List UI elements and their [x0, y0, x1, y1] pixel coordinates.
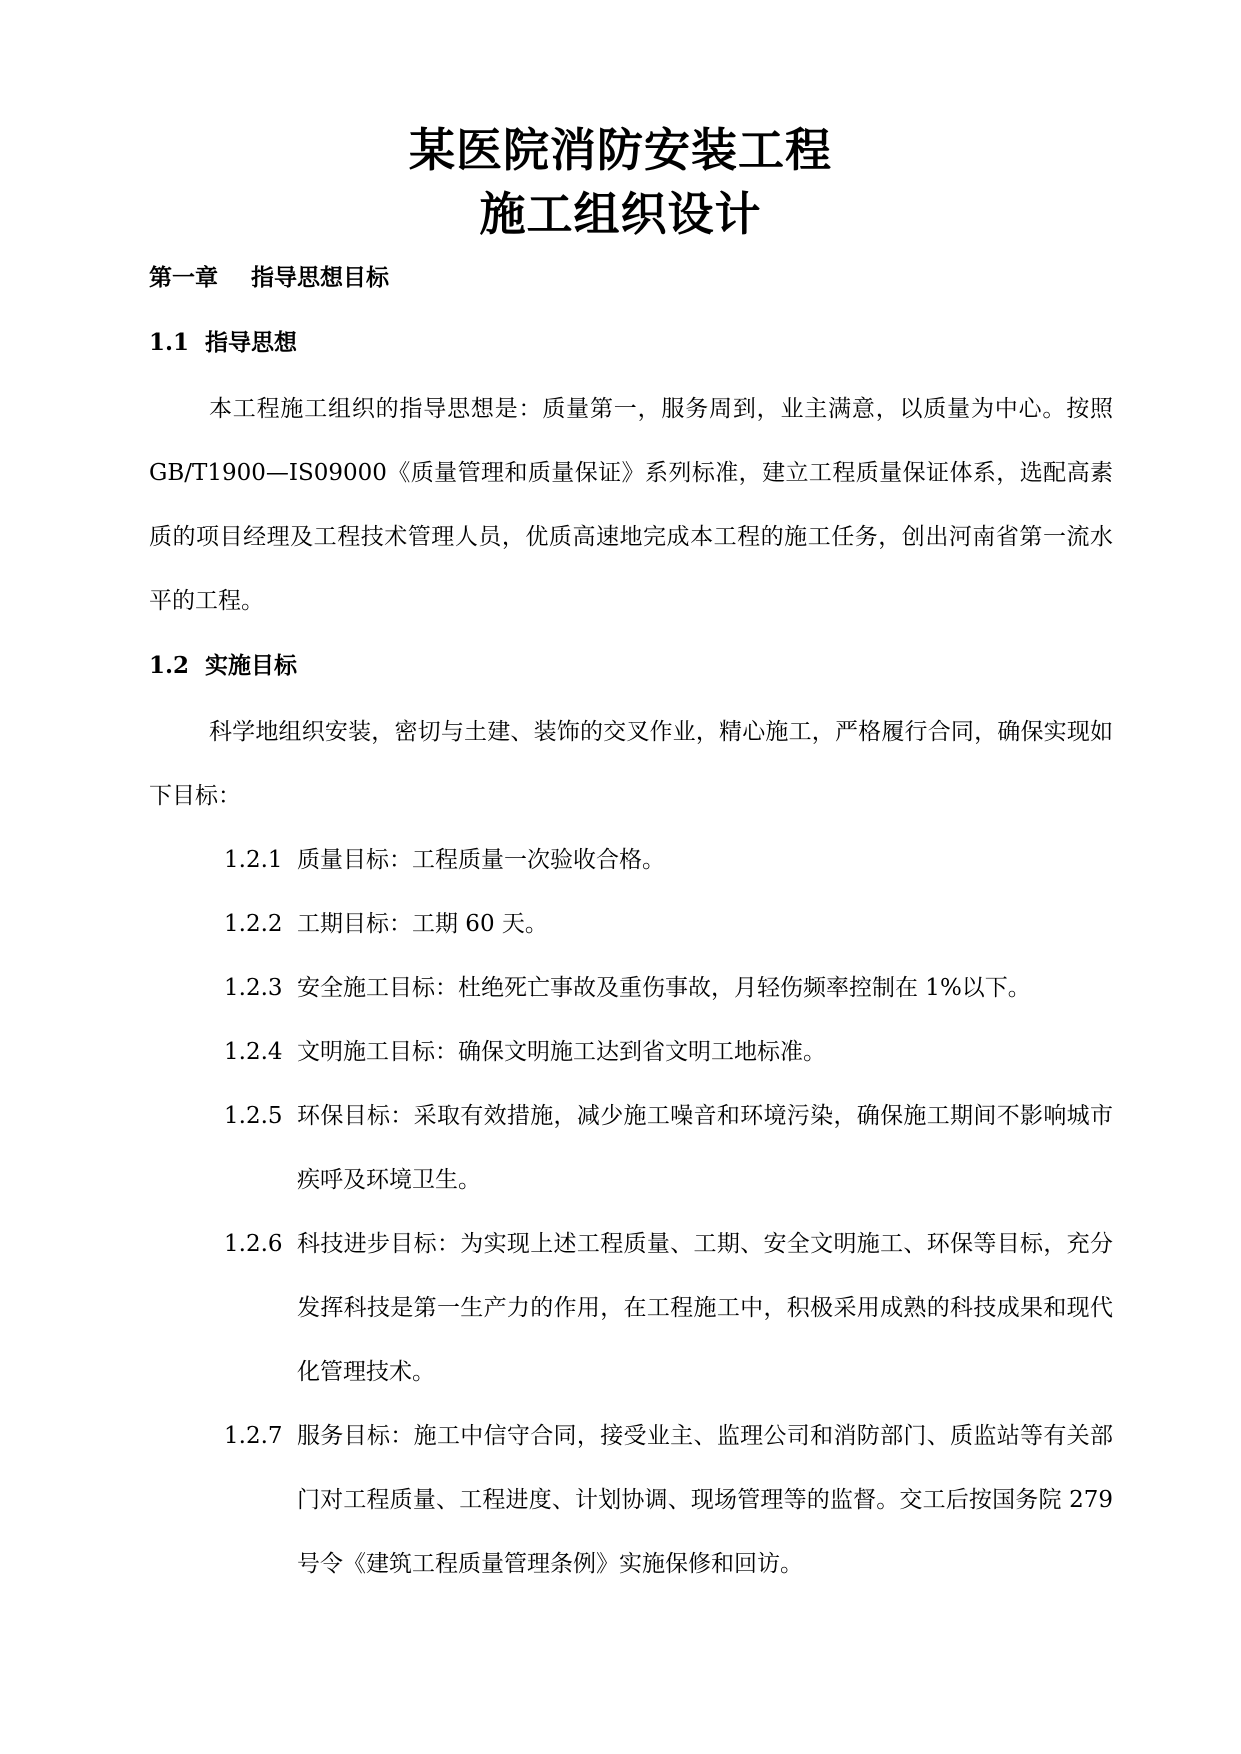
section-title: 指导思想 [205, 329, 297, 356]
item-number: 1.2.3 [224, 975, 283, 1001]
list-item [224, 1020, 1113, 1084]
section-heading [149, 650, 297, 682]
list-item [224, 1084, 1113, 1212]
list-item [224, 1404, 1113, 1596]
section-number: 1.2 [149, 652, 190, 679]
item-text: 环保目标：采取有效措施，减少施工噪音和环境污染，确保施工期间不影响城市疾呼及环境卫生。 [297, 1103, 1113, 1193]
section-number: 1.1 [149, 329, 190, 356]
section-body [149, 377, 1113, 633]
item-text: 质量目标：工程质量一次验收合格。 [297, 847, 665, 873]
section-body [149, 700, 1113, 828]
item-number: 1.2.4 [224, 1039, 283, 1065]
list-item [224, 892, 1113, 956]
list-item [224, 1212, 1113, 1404]
document-title-line2: 施工组织设计 [479, 187, 762, 241]
section-heading [149, 327, 297, 359]
item-text: 安全施工目标：杜绝死亡事故及重伤事故，月轻伤频率控制在 1%以下。 [297, 975, 1031, 1001]
chapter-label: 第一章 [149, 264, 218, 291]
item-number: 1.2.7 [224, 1423, 283, 1449]
item-number: 1.2.1 [224, 847, 283, 873]
item-text: 科技进步目标：为实现上述工程质量、工期、安全文明施工、环保等目标，充分发挥科技是第一生产力的作用，在工程施工中，积极采用成熟的科技成果和现代化管理技术。 [297, 1231, 1113, 1385]
item-number: 1.2.6 [224, 1231, 283, 1257]
item-text: 文明施工目标：确保文明施工达到省文明工地标准。 [297, 1039, 826, 1065]
section-title: 实施目标 [205, 652, 297, 679]
item-number: 1.2.2 [224, 911, 283, 937]
chapter-title: 指导思想目标 [251, 264, 389, 291]
chapter-heading [149, 262, 389, 294]
paragraph-text: 科学地组织安装，密切与土建、装饰的交叉作业，精心施工，严格履行合同，确保实现如下目标： [149, 719, 1113, 809]
document-title-line1: 某医院消防安装工程 [409, 123, 832, 177]
item-number: 1.2.5 [224, 1103, 283, 1129]
item-text: 服务目标：施工中信守合同，接受业主、监理公司和消防部门、质监站等有关部门对工程质量、工程进度、计划协调、现场管理等的监督。交工后按国务院 279 号令《建筑工程质量管理条例》实施保修和回访。 [297, 1423, 1113, 1577]
list-item [224, 956, 1113, 1020]
item-text: 工期目标：工期 60 天。 [297, 911, 548, 937]
list-item [224, 828, 1113, 892]
paragraph-text: 本工程施工组织的指导思想是：质量第一，服务周到，业主满意，以质量为中心。按照GB/T1900—IS09000《质量管理和质量保证》系列标准，建立工程质量保证体系，选配高素质的项目经理及工程技术管理人员，优质高速地完成本工程的施工任务，创出河南省第一流水平的工程。 [149, 396, 1113, 614]
